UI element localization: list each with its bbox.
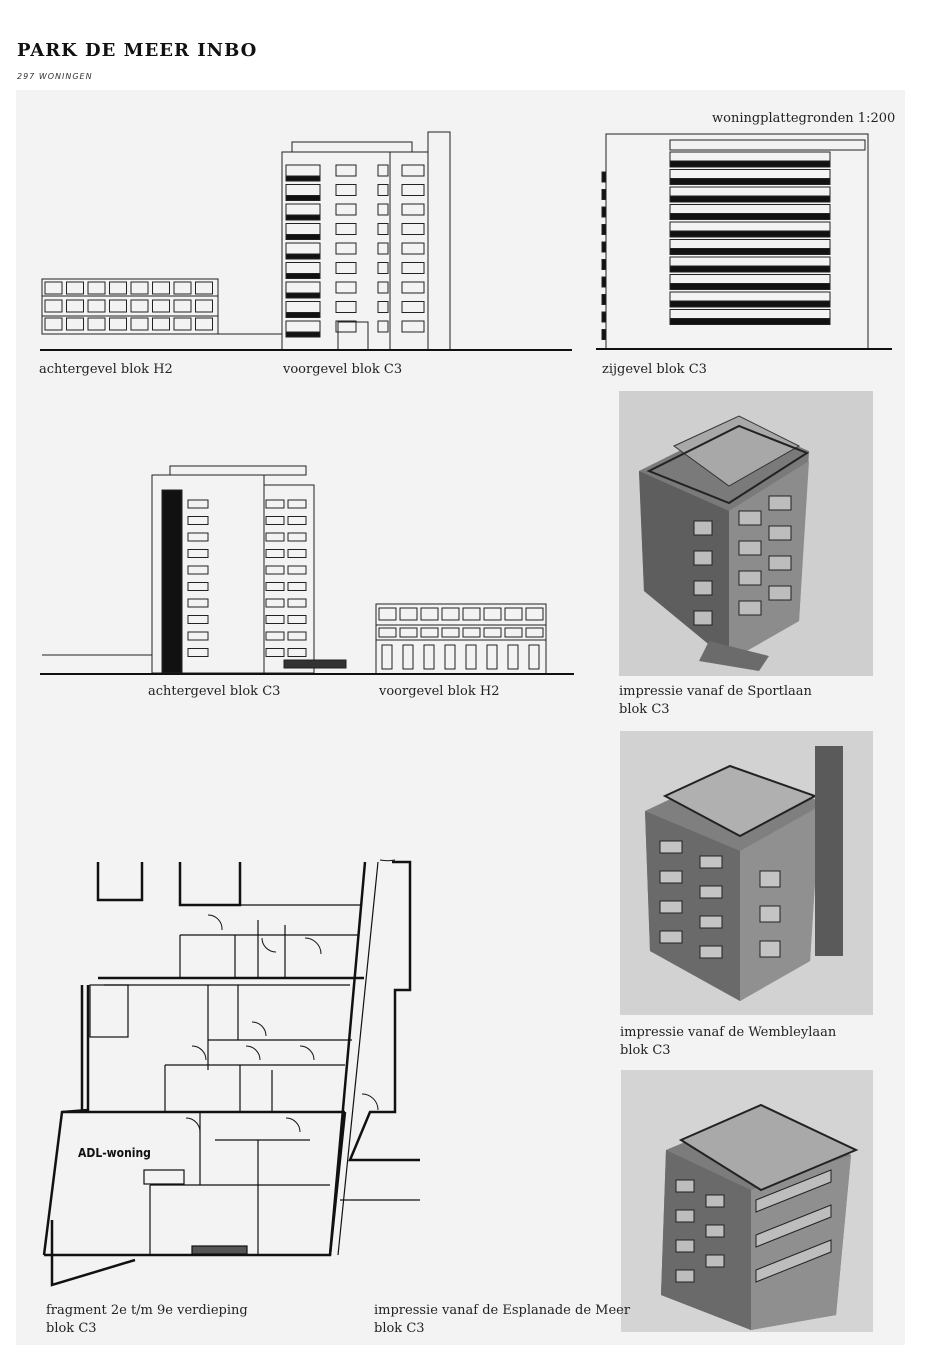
impression-wembleylaan-image: [620, 731, 873, 1015]
caption-impressie-sportlaan: [619, 683, 812, 719]
caption-impressie-esplanade: [374, 1302, 630, 1338]
elevation-zijgevel-c3: [602, 134, 868, 349]
elevation-voorgevel-c3: [282, 132, 450, 350]
caption-line: blok C3: [619, 702, 670, 717]
caption-line: fragment 2e t/m 9e verdieping: [46, 1303, 248, 1318]
caption-line: impressie vanaf de Wembleylaan: [620, 1025, 837, 1040]
caption-line: blok C3: [374, 1321, 425, 1336]
caption-line: blok C3: [620, 1043, 671, 1058]
impression-esplanade-image: [621, 1070, 873, 1332]
caption-impressie-wembleylaan: [620, 1024, 836, 1060]
caption-voorgevel-c3: voorgevel blok C3: [283, 362, 403, 377]
scale-label: woningplattegronden 1:200: [712, 111, 896, 126]
caption-achtergevel-h2: achtergevel blok H2: [39, 362, 173, 377]
floor-plan-fragment: [44, 860, 420, 1285]
caption-line: impressie vanaf de Sportlaan: [619, 684, 812, 699]
caption-fragment-plan: [46, 1302, 248, 1338]
page-subtitle: 297 WONINGEN: [17, 72, 93, 81]
caption-voorgevel-h2: voorgevel blok H2: [379, 684, 500, 699]
impression-sportlaan-image: [619, 391, 873, 676]
elevation-voorgevel-h2: [376, 604, 546, 674]
caption-zijgevel-c3: zijgevel blok C3: [602, 362, 707, 377]
elevation-achtergevel-h2: [42, 279, 282, 334]
page-title: PARK DE MEER INBO: [17, 40, 258, 61]
elevation-achtergevel-c3: [42, 466, 346, 673]
caption-line: blok C3: [46, 1321, 97, 1336]
caption-line: impressie vanaf de Esplanade de Meer: [374, 1303, 631, 1318]
caption-achtergevel-c3: achtergevel blok C3: [148, 684, 281, 699]
plan-label-adl: ADL-woning: [78, 1146, 151, 1160]
